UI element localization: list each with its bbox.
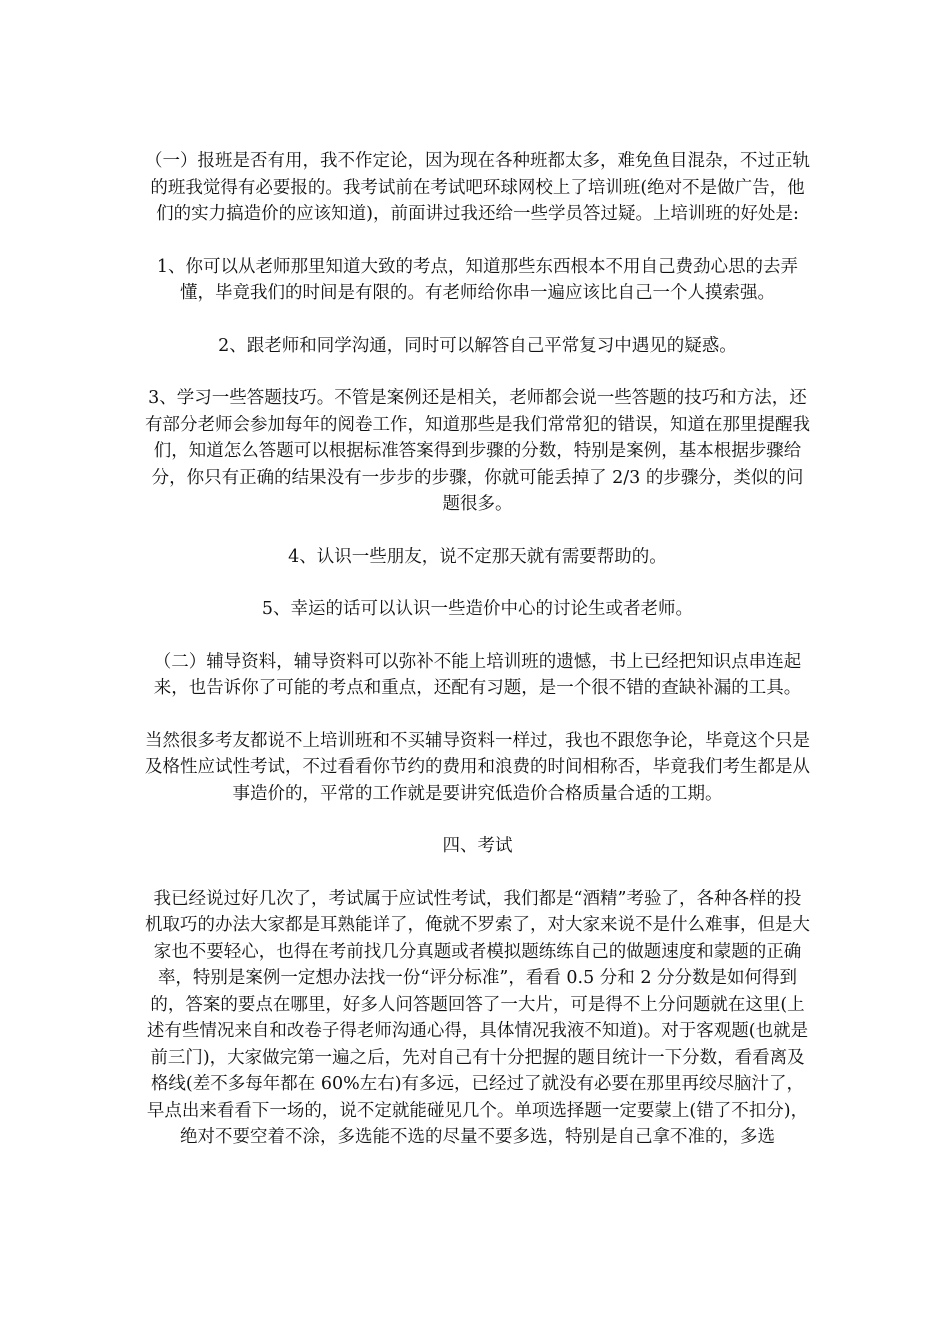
paragraph-benefit-2: 2、跟老师和同学沟通，同时可以解答自己平常复习中遇见的疑惑。 [218, 335, 737, 356]
paragraph-benefit-1: 1、你可以从老师那里知道大致的考点，知道那些东西根本不用自己费劲心思的去弄懂，毕竟我们的时间是有限的。有老师给你串一遍应该比自己一个人摸索强。 [156, 256, 799, 303]
paragraph-study-materials: （二）辅导资料，辅导资料可以弥补不能上培训班的遗憾，书上已经把知识点串连起来，也告诉你了可能的考点和重点，还配有习题，是一个很不错的查缺补漏的工具。 [153, 651, 802, 698]
paragraph-training-class-intro: （一）报班是否有用，我不作定论，因为现在各种班都太多，难免鱼目混杂，不过正轨的班我觉得有必要报的。我考试前在考试吧环球网校上了培训班(绝对不是做广告，他们的实力搞造价的应该知道)，前面讲过我还给一些学员答过疑。上培训班的好处是: [145, 151, 810, 224]
paragraph-exam-advice: 我已经说过好几次了，考试属于应试性考试，我们都是“酒精”考验了，各种各样的投机取巧的办法大家都是耳熟能详了，俺就不罗索了，对大家来说不是什么难事，但是大家也不要轻心，也得在考前找几分真题或者模拟题练练自己的做题速度和蒙题的正确率，特别是案例一定想办法找一份“评分标准”，看看 0.5 分和 2 分分数是如何得到的，答案的要点在哪里，好多人问答题回答了一大片，可是得不上分问题就在这里(上述有些情况来自和改卷子得老师沟通心得，具体情况我液不知道)。对于客观题(也就是前三门)，大家做完第一遍之后，先对自己有十分把握的题目统计一下分数，看看离及格线(差不多每年都在 60%左右)有多远，已经过了就没有必要在那里再绞尽脑汁了，早点出来看看下一场的，说不定就能碰见几个。单项选择题一定要蒙上(错了不扣分)，绝对不要空着不涂，多选能不选的尽量不要多选，特别是自己拿不准的，多选 [145, 888, 810, 1147]
document-page [145, 148, 810, 1177]
section-heading-exam: 四、考试 [442, 836, 513, 856]
paragraph-benefit-4: 4、认识一些朋友，说不定那天就有需要帮助的。 [288, 546, 667, 567]
paragraph-conclusion: 当然很多考友都说不上培训班和不买辅导资料一样过，我也不跟您争论，毕竟这个只是及格性应试性考试，不过看看你节约的费用和浪费的时间相称否，毕竟我们考生都是从事造价的，平常的工作就是要讲究低造价合格质量合适的工期。 [145, 730, 810, 804]
paragraph-benefit-3: 3、学习一些答题技巧。不管是案例还是相关，老师都会说一些答题的技巧和方法，还有部分老师会参加每年的阅卷工作，知道那些是我们常常犯的错误，知道在那里提醒我们，知道怎么答题可以根据标准答案得到步骤的分数，特别是案例，基本根据步骤给分，你只有正确的结果没有一步步的步骤，你就可能丢掉了 2/3 的步骤分，类似的问题很多。 [145, 388, 810, 514]
paragraph-benefit-5: 5、幸运的话可以认识一些造价中心的讨论生或者老师。 [261, 599, 694, 619]
